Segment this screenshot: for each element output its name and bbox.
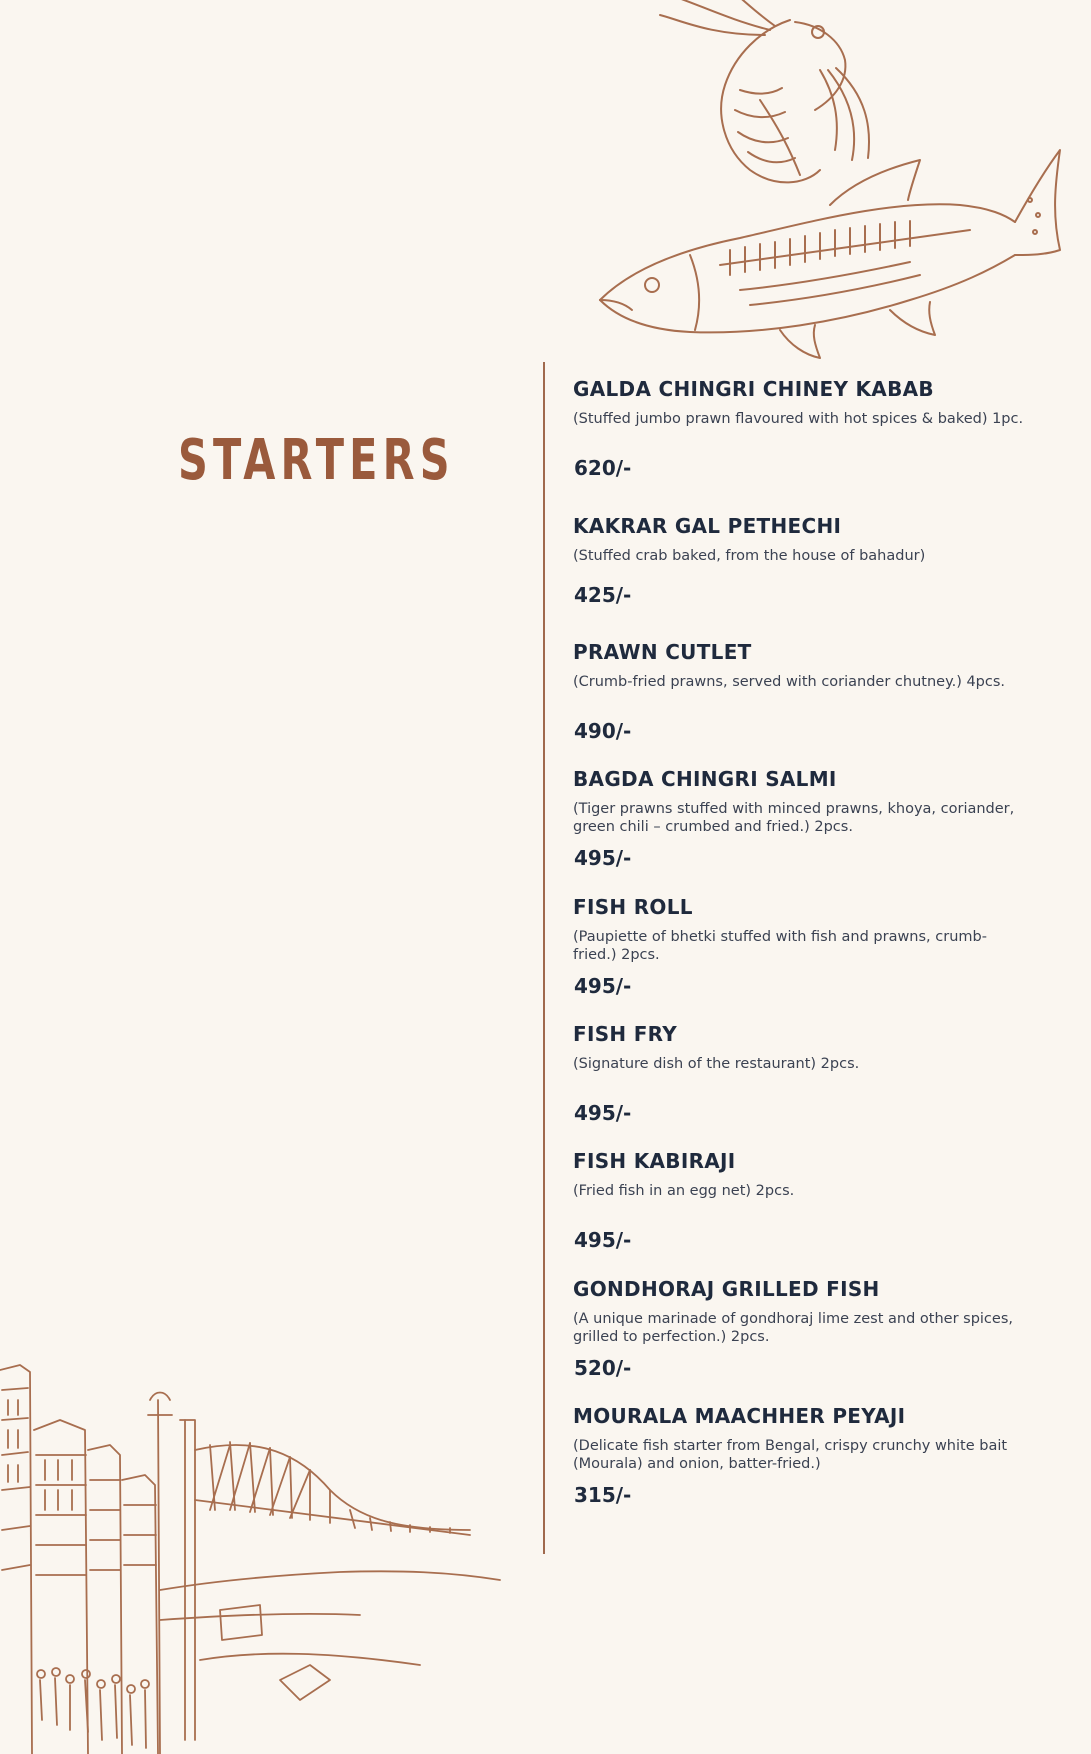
item-name: FISH ROLL [573,895,693,919]
item-description: (Stuffed jumbo prawn flavoured with hot spices & baked) 1pc. [573,411,1024,427]
item-name: BAGDA CHINGRI SALMI [573,767,837,791]
item-price: 495/- [574,846,632,870]
item-name: MOURALA MAACHHER PEYAJI [573,1404,906,1428]
item-description: (Delicate fish starter from Bengal, crispy crunchy white bait (Mourala) and onion, batter-fried.) [573,1438,1008,1472]
item-price: 425/- [574,583,632,607]
menu-item [573,513,1033,607]
item-description: (Crumb-fried prawns, served with coriander chutney.) 4pcs. [573,674,1006,690]
item-price: 495/- [574,1228,632,1252]
item-name: GONDHORAJ GRILLED FISH [573,1277,880,1301]
menu-item [573,1276,1033,1380]
item-description: (A unique marinade of gondhoraj lime zest and other spices, grilled to perfection.) 2pcs. [573,1311,1013,1345]
item-price: 495/- [574,974,632,998]
menu-item [573,1148,1033,1252]
item-price: 520/- [574,1356,632,1380]
menu-item [573,1403,1033,1507]
item-description: (Fried fish in an egg net) 2pcs. [573,1183,795,1199]
item-price: 490/- [574,719,632,743]
city-bridge-sketch-icon [0,1360,530,1754]
item-description: (Signature dish of the restaurant) 2pcs. [573,1056,860,1072]
item-description: (Paupiette of bhetki stuffed with fish and prawns, crumb-fried.) 2pcs. [573,929,987,963]
item-description: (Tiger prawns stuffed with minced prawns, khoya, coriander, green chili – crumbed and fried.) 2pcs. [573,801,1015,835]
item-price: 620/- [574,456,632,480]
prawn-and-fish-sketch-icon [590,0,1070,360]
menu-item [573,376,1033,480]
menu-item [573,1021,1033,1125]
column-divider [543,362,545,1554]
menu-item [573,639,1033,743]
section-title: STARTERS [178,428,455,493]
item-price: 495/- [574,1101,632,1125]
menu-item [573,894,1033,998]
menu-item [573,766,1033,870]
item-name: GALDA CHINGRI CHINEY KABAB [573,377,934,401]
item-name: KAKRAR GAL PETHECHI [573,514,842,538]
item-description: (Stuffed crab baked, from the house of bahadur) [573,548,926,564]
item-price: 315/- [574,1483,632,1507]
item-name: FISH KABIRAJI [573,1149,736,1173]
item-name: FISH FRY [573,1022,678,1046]
item-name: PRAWN CUTLET [573,640,752,664]
